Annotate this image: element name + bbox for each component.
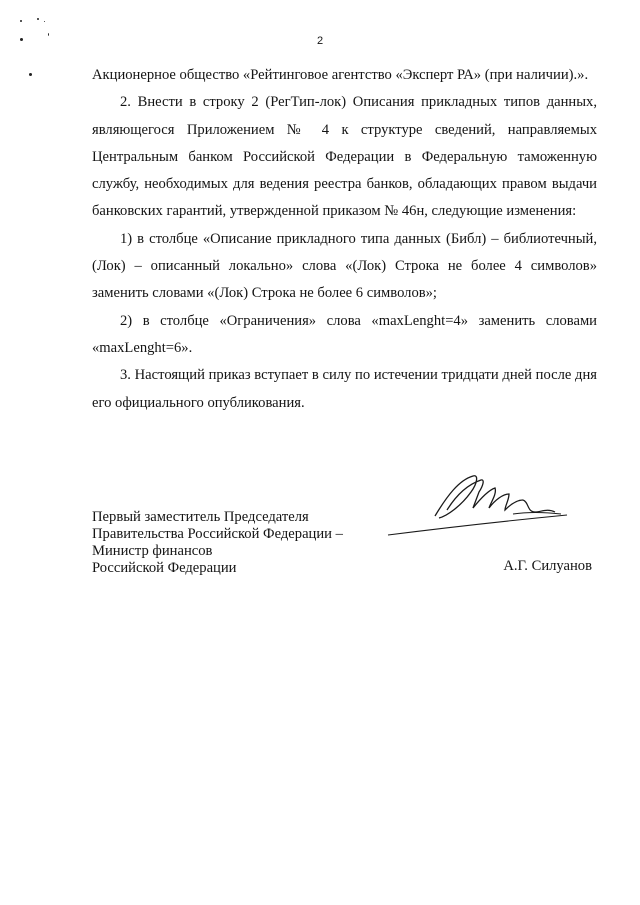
signatory-title-block (92, 509, 343, 577)
scan-speck (20, 38, 23, 41)
scan-speck (29, 73, 32, 76)
page-number: 2 (316, 35, 324, 47)
paragraph-subitem-2: 2) в столбце «Ограничения» слова «maxLenght=4» заменить словами «maxLenght=6». (92, 312, 597, 356)
signatory-title-line: Правительства Российской Федерации – (92, 526, 343, 542)
signatory-title-line: Министр финансов (92, 543, 213, 559)
paragraph-continuation: Акционерное общество «Рейтинговое агентство «Эксперт РА» (при наличии).». (92, 67, 589, 83)
scan-speck (48, 33, 49, 36)
document-body (92, 62, 597, 417)
handwritten-signature (385, 468, 570, 548)
scan-speck (44, 21, 45, 22)
signatory-name: А.Г. Силуанов (503, 558, 592, 574)
signatory-title-line: Российской Федерации (92, 560, 237, 576)
paragraph-subitem-1: 1) в столбце «Описание прикладного типа данных (Библ) – библиотечный, (Лок) – описанный локально» слова «(Лок) Строка не более 4 символов» заменить словами «(Лок) Строка не более 6 символов»; (92, 230, 597, 302)
paragraph-item-3: 3. Настоящий приказ вступает в силу по истечении тридцати дней после дня его официального опубликования. (92, 367, 597, 411)
signatory-title-line: Первый заместитель Председателя (92, 509, 309, 525)
scan-speck (20, 20, 22, 22)
scan-speck (37, 18, 39, 20)
paragraph-item-2: 2. Внести в строку 2 (РегТип-лок) Описания прикладных типов данных, являющегося Приложением № 4 к структуре сведений, направляемых Центральным банком Российской Федерации в Федеральную таможенную службу, необходимых для ведения реестра банков, обладающих правом выдачи банковских гарантий, утвержденной приказом № 46н, следующие изменения: (92, 94, 597, 220)
